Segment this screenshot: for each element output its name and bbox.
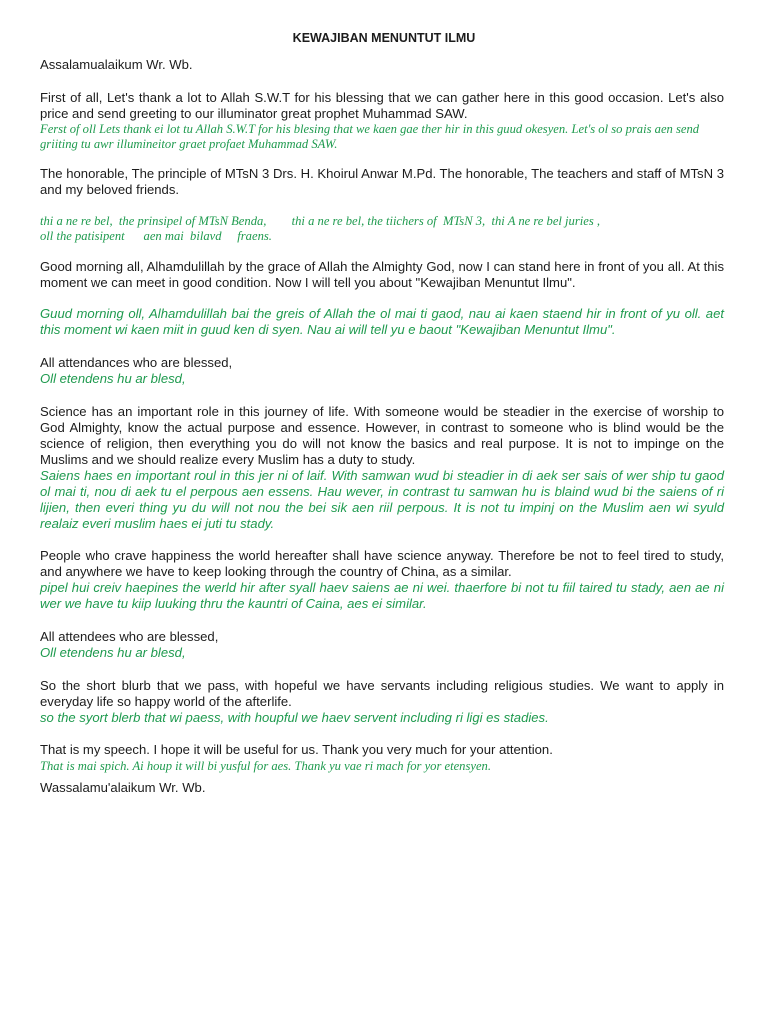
paragraph-9-english: That is my speech. I hope it will be useful for us. Thank you very much for your attention. bbox=[40, 742, 553, 757]
paragraph-5-english: Science has an important role in this journey of life. With someone would be steadier in the exercise of worship to God Almighty, know the actual purpose and essence. However, in contrast to someone who is blind would be the science of religion, then everything you do will not know the basics and real purpose. It is not to impinge on the Muslims and we should realize every Muslim has a duty to study. bbox=[40, 404, 724, 467]
paragraph-1-phonetic: Ferst of oll Lets thank ei lot tu Allah S.W.T for his blesing that we kaen gae ther hir in this guud okesyen. Let's ol so prais aen send griiting tu awr illumineitor graet profaet Muhammad SAW. bbox=[40, 122, 700, 151]
paragraph-9-phonetic: That is mai spich. Ai houp it will bi yusful for aes. Thank yu vae ri mach for yor etensyen. bbox=[40, 759, 492, 773]
paragraph-4-english: All attendances who are blessed, bbox=[40, 355, 233, 370]
paragraph-5-phonetic: Saiens haes en important roul in this jer ni of laif. With samwan wud bi steadier in di aek ser sais of wer ship tu gaod ol mai ti, nou di aek tu el perpous aen essens. Hau wever, in contrast tu samwan hu is blaind wud bi the saiens of ri lijien, then everi thing yu du will not nou the bei sik aen riil perpous. It is not tu impinj on the Muslim aen wi syuld realaiz everi muslim haes ei juti tu stady. bbox=[40, 468, 724, 531]
paragraph-6-phonetic: pipel hui creiv haepines the werld hir after syall haev saiens ae ni wei. thaerfore bi not tu fiil taired tu stady, aen ae ni wer we have tu kiip luuking thru the kauntri of Caina, aes ei similar. bbox=[40, 580, 724, 611]
paragraph-7-english: All attendees who are blessed, bbox=[40, 629, 219, 644]
paragraph-7-phonetic: Oll etendens hu ar blesd, bbox=[40, 645, 186, 660]
greeting: Assalamualaikum Wr. Wb. bbox=[40, 57, 193, 72]
closing: Wassalamu'alaikum Wr. Wb. bbox=[40, 780, 206, 795]
paragraph-6-english: People who crave happiness the world hereafter shall have science anyway. Therefore be not to feel tired to study, and anywhere we have to keep looking through the country of China, as a similar. bbox=[40, 548, 724, 579]
paragraph-2-phonetic-line-2: oll the patisipent aen mai bilavd fraens. bbox=[40, 229, 272, 243]
paragraph-3-phonetic: Guud morning oll, Alhamdulillah bai the greis of Allah the ol mai ti gaod, nau ai kaen staend hir in front of yu oll. aet this moment wi kaen miit in guud ken di syen. Nau ai will tell yu e baout "Kewajiban Menuntut Ilmu". bbox=[40, 306, 724, 337]
document-title: KEWAJIBAN MENUNTUT ILMU bbox=[292, 31, 476, 45]
paragraph-2-english: The honorable, The principle of MTsN 3 Drs. H. Khoirul Anwar M.Pd. The honorable, The teachers and staff of MTsN 3 and my beloved friends. bbox=[40, 166, 724, 197]
paragraph-4-phonetic: Oll etendens hu ar blesd, bbox=[40, 371, 186, 386]
paragraph-2-phonetic-line-1: thi a ne re bel, the prinsipel of MTsN Benda, thi a ne re bel, the tiichers of MTsN 3, thi A ne re bel juries , bbox=[40, 214, 601, 228]
paragraph-1-english: First of all, Let's thank a lot to Allah S.W.T for his blessing that we can gather here in this good occasion. Let's also price and send greeting to our illuminator great prophet Muhammad SAW. bbox=[40, 90, 724, 121]
paragraph-3-english: Good morning all, Alhamdulillah by the grace of Allah the Almighty God, now I can stand here in front of you all. At this moment we can meet in good condition. Now I will tell you about "Kewajiban Menuntut Ilmu". bbox=[40, 259, 724, 290]
paragraph-8-english: So the short blurb that we pass, with hopeful we have servants including religious studies. We want to apply in everyday life so happy world of the afterlife. bbox=[40, 678, 724, 709]
paragraph-8-phonetic: so the syort blerb that wi paess, with houpful we haev servent including ri ligi es stadies. bbox=[40, 710, 549, 725]
